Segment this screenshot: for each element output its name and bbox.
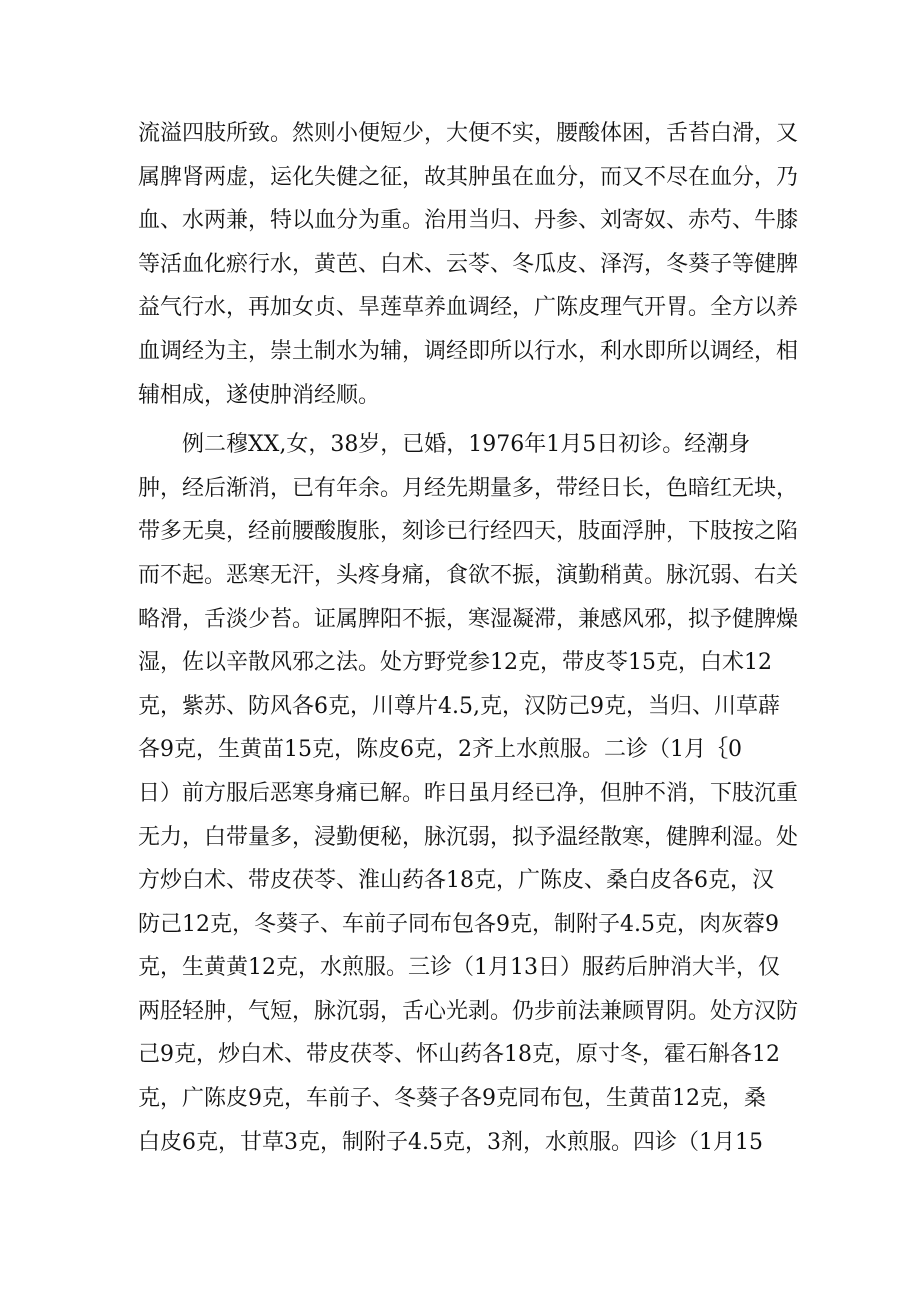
text-line: 例二穆XX,女，38岁，已婚，1976年1月5日初诊。经潮身 <box>138 432 751 458</box>
text-line: 克，生黄黄12克，水煎服。三诊（1月13日）服药后肿消大半，仅 <box>138 955 780 981</box>
text-line: 血调经为主，崇土制水为辅，调经即所以行水，利水即所以调经，相 <box>138 338 798 364</box>
text-line: 己9克，炒白术、带皮茯苓、怀山药各18克，原寸冬，霍石斛各12 <box>138 1042 780 1068</box>
text-line: 等活血化瘀行水，黄芭、白术、云苓、冬瓜皮、泽泻，冬葵子等健脾 <box>138 251 798 277</box>
text-line: 益气行水，再加女贞、旱莲草养血调经，广陈皮理气开胃。全方以养 <box>138 295 798 321</box>
text-line: 血、水两兼，特以血分为重。治用当归、丹参、刘寄奴、赤芍、牛膝 <box>138 208 798 234</box>
text-line: 日）前方服后恶寒身痛已解。昨日虽月经已净，但肿不消，下肢沉重 <box>138 780 798 806</box>
text-line: 克，紫苏、防风各6克，川尊片4.5,克，汉防己9克，当归、川草薜 <box>138 693 780 719</box>
text-line: 带多无臭，经前腰酸腹胀，刻诊已行经四天，肢面浮肿，下肢按之陷 <box>138 519 798 545</box>
text-line: 而不起。恶寒无汗，头疼身痛，食欲不振，演勤稍黄。脉沉弱、右关 <box>138 562 798 588</box>
text-line: 流溢四肢所致。然则小便短少，大便不实，腰酸体困，舌苔白滑，又 <box>138 121 798 146</box>
text-line: 白皮6克，甘草3克，制附子4.5克，3剂，水煎服。四诊（1月15 <box>138 1129 763 1155</box>
text-line: 防己12克，冬葵子、车前子同布包各9克，制附子4.5克，肉灰蓉9 <box>138 911 779 937</box>
text-line: 辅相成，遂使肿消经顺。 <box>138 382 381 408</box>
paragraph-1 <box>138 112 798 417</box>
text-line: 克，广陈皮9克，车前子、冬葵子各9克同布包，生黄苗12克，桑 <box>138 1086 766 1112</box>
text-line: 各9克，生黄苗15克，陈皮6克，2齐上水煎服。二诊（1月｛0 <box>138 737 742 763</box>
paragraph-2 <box>138 423 798 1164</box>
text-line: 无力，白带量多，浸勤便秘，脉沉弱，拟予温经散寒，健脾利湿。处 <box>138 824 798 850</box>
text-line: 略滑，舌淡少苔。证属脾阳不振，寒湿凝滞，兼感风邪，拟予健脾燥 <box>138 606 798 632</box>
text-line: 肿，经后渐消，已有年余。月经先期量多，带经日长，色暗红无块， <box>138 475 798 501</box>
text-line: 方炒白术、带皮茯苓、淮山药各18克，广陈皮、桑白皮各6克，汉 <box>138 868 774 894</box>
text-line: 湿，佐以辛散风邪之法。处方野党参12克，带皮苓15克，白术12 <box>138 650 772 676</box>
body-text <box>138 112 798 1164</box>
text-line: 属脾肾两虚，运化失健之征，故其肿虽在血分，而又不尽在血分，乃 <box>138 164 798 190</box>
text-line: 两胫轻肿，气短，脉沉弱，舌心光剥。仍步前法兼顾胃阴。处方汉防 <box>138 998 798 1024</box>
